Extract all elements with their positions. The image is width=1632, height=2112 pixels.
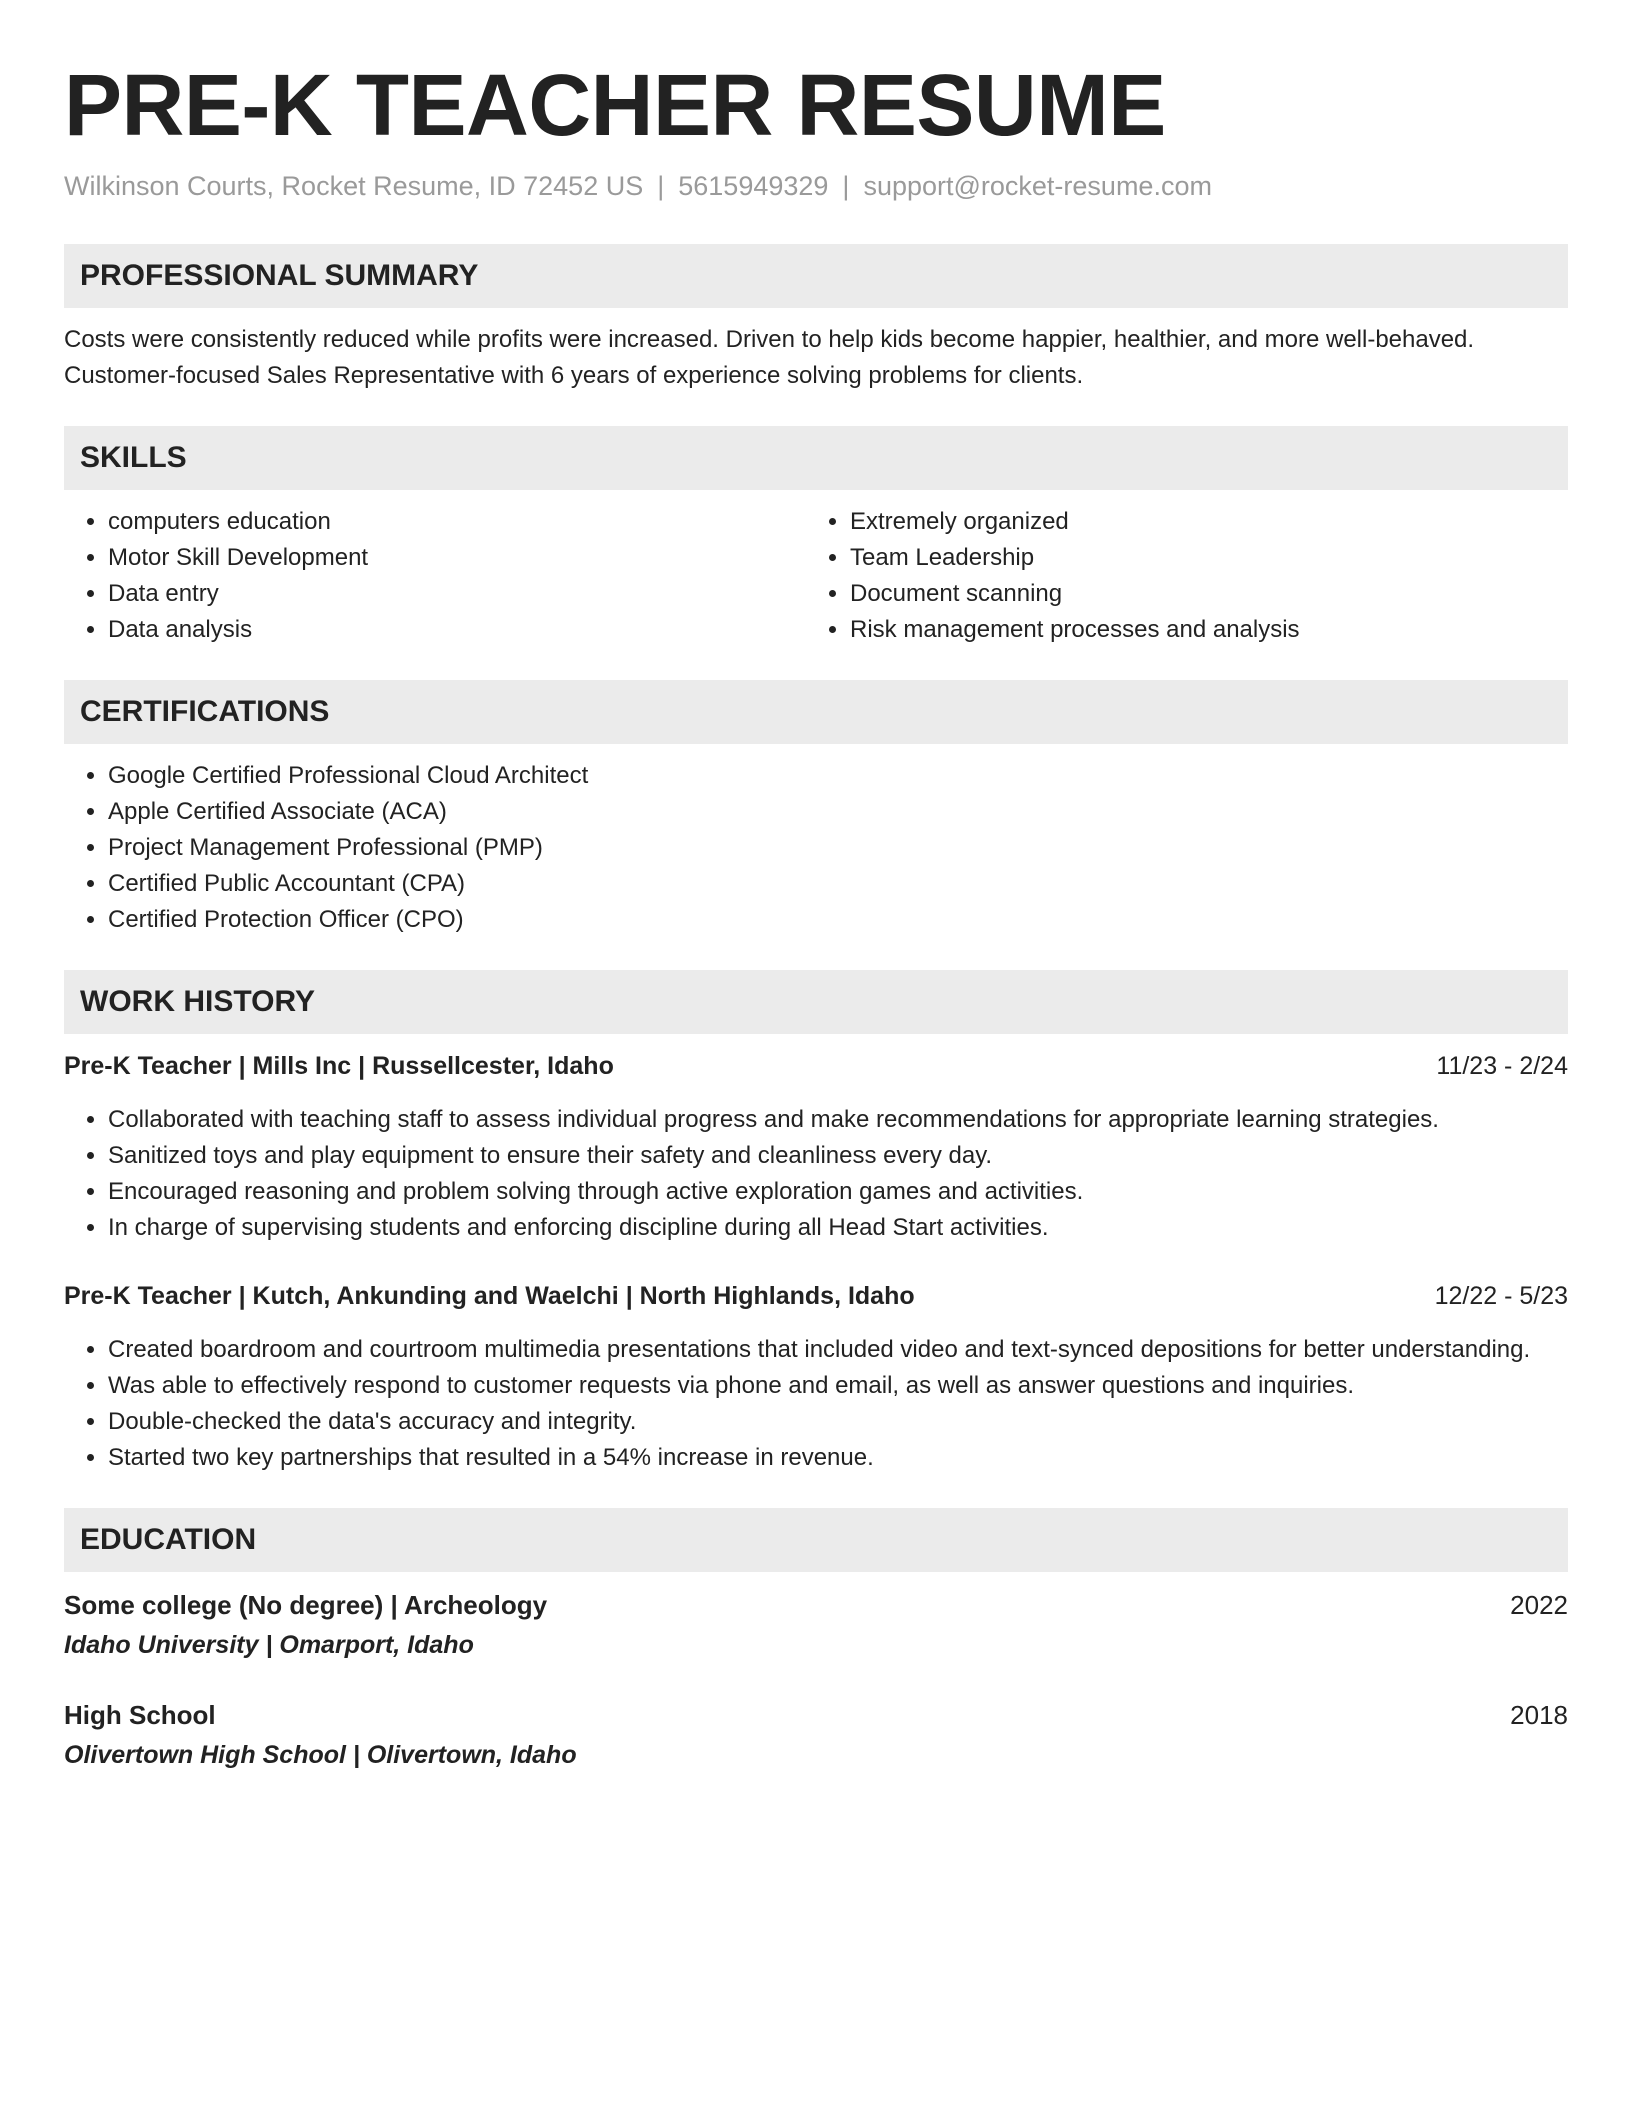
certification-item: • Certified Public Accountant (CPA) bbox=[108, 866, 1568, 902]
section-heading-education: EDUCATION bbox=[64, 1508, 1568, 1572]
certification-item: • Project Management Professional (PMP) bbox=[108, 830, 1568, 866]
skill-item: • Data analysis bbox=[108, 612, 806, 648]
job-header bbox=[64, 1278, 1568, 1314]
job-dates: 11/23 - 2/24 bbox=[1436, 1052, 1568, 1080]
education-header bbox=[64, 1696, 1568, 1734]
section-heading-summary: PROFESSIONAL SUMMARY bbox=[64, 244, 1568, 308]
job-bullet: • Sanitized toys and play equipment to ensure their safety and cleanliness every day. bbox=[108, 1138, 1568, 1174]
contact-line bbox=[64, 168, 1568, 204]
job-header bbox=[64, 1048, 1568, 1084]
skill-item: • Document scanning bbox=[850, 576, 1548, 612]
education-degree: High School bbox=[64, 1700, 216, 1730]
education-school: Olivertown High School | Olivertown, Idaho bbox=[64, 1741, 577, 1769]
section-heading-skills: SKILLS bbox=[64, 426, 1568, 490]
job-title: Pre-K Teacher | Mills Inc | Russellcester, Idaho bbox=[64, 1052, 614, 1080]
job-bullet: • Started two key partnerships that resulted in a 54% increase in revenue. bbox=[108, 1440, 1568, 1476]
skill-item: • Motor Skill Development bbox=[108, 540, 806, 576]
job-bullet: • Collaborated with teaching staff to assess individual progress and make recommendations for appropriate learning strategies. bbox=[108, 1102, 1568, 1138]
contact-email[interactable]: support@rocket-resume.com bbox=[863, 171, 1212, 201]
contact-separator: | bbox=[657, 171, 665, 201]
resume-title: PRE-K TEACHER RESUME bbox=[64, 57, 1166, 154]
resume-page bbox=[64, 0, 1568, 1773]
job-bullets bbox=[64, 1102, 1568, 1246]
job-bullet: • In charge of supervising students and enforcing discipline during all Head Start activities. bbox=[108, 1210, 1568, 1246]
skill-item: • Extremely organized bbox=[850, 504, 1548, 540]
job-entry bbox=[64, 1048, 1568, 1246]
skill-item: • Data entry bbox=[108, 576, 806, 612]
job-title: Pre-K Teacher | Kutch, Ankunding and Waelchi | North Highlands, Idaho bbox=[64, 1282, 915, 1310]
skill-item: • Risk management processes and analysis bbox=[850, 612, 1548, 648]
skills-column-left bbox=[64, 504, 806, 648]
job-bullet: • Encouraged reasoning and problem solving through active exploration games and activities. bbox=[108, 1174, 1568, 1210]
education-header bbox=[64, 1586, 1568, 1624]
section-heading-certifications: CERTIFICATIONS bbox=[64, 680, 1568, 744]
education-school: Idaho University | Omarport, Idaho bbox=[64, 1631, 474, 1659]
job-bullet: • Double-checked the data's accuracy and integrity. bbox=[108, 1404, 1568, 1440]
education-entry bbox=[64, 1696, 1568, 1773]
education-degree: Some college (No degree) | Archeology bbox=[64, 1590, 548, 1620]
job-entry bbox=[64, 1278, 1568, 1476]
education-entry bbox=[64, 1586, 1568, 1663]
certification-item: • Certified Protection Officer (CPO) bbox=[108, 902, 1568, 938]
contact-separator: | bbox=[842, 171, 850, 201]
certification-item: • Google Certified Professional Cloud Architect bbox=[108, 758, 1568, 794]
summary-text: Costs were consistently reduced while profits were increased. Driven to help kids become happier, healthier, and more well-behaved. Customer-focused Sales Representative with 6 years of experience solving problems for clients. bbox=[64, 326, 1475, 389]
certification-item: • Apple Certified Associate (ACA) bbox=[108, 794, 1568, 830]
section-heading-work-history: WORK HISTORY bbox=[64, 970, 1568, 1034]
job-bullet: • Was able to effectively respond to customer requests via phone and email, as well as answer questions and inquiries. bbox=[108, 1368, 1568, 1404]
skills-column-right bbox=[806, 504, 1548, 648]
skill-item: • Team Leadership bbox=[850, 540, 1548, 576]
contact-phone: 5615949329 bbox=[678, 171, 829, 201]
job-bullets bbox=[64, 1332, 1568, 1476]
contact-address: Wilkinson Courts, Rocket Resume, ID 72452 US bbox=[64, 171, 644, 201]
job-dates: 12/22 - 5/23 bbox=[1434, 1282, 1568, 1310]
education-year: 2022 bbox=[1510, 1590, 1568, 1620]
skill-item: • computers education bbox=[108, 504, 806, 540]
certifications-list bbox=[64, 758, 1568, 938]
skills-list bbox=[64, 504, 1568, 648]
education-year: 2018 bbox=[1510, 1700, 1568, 1730]
job-bullet: • Created boardroom and courtroom multimedia presentations that included video and text-synced depositions for better understanding. bbox=[108, 1332, 1568, 1368]
